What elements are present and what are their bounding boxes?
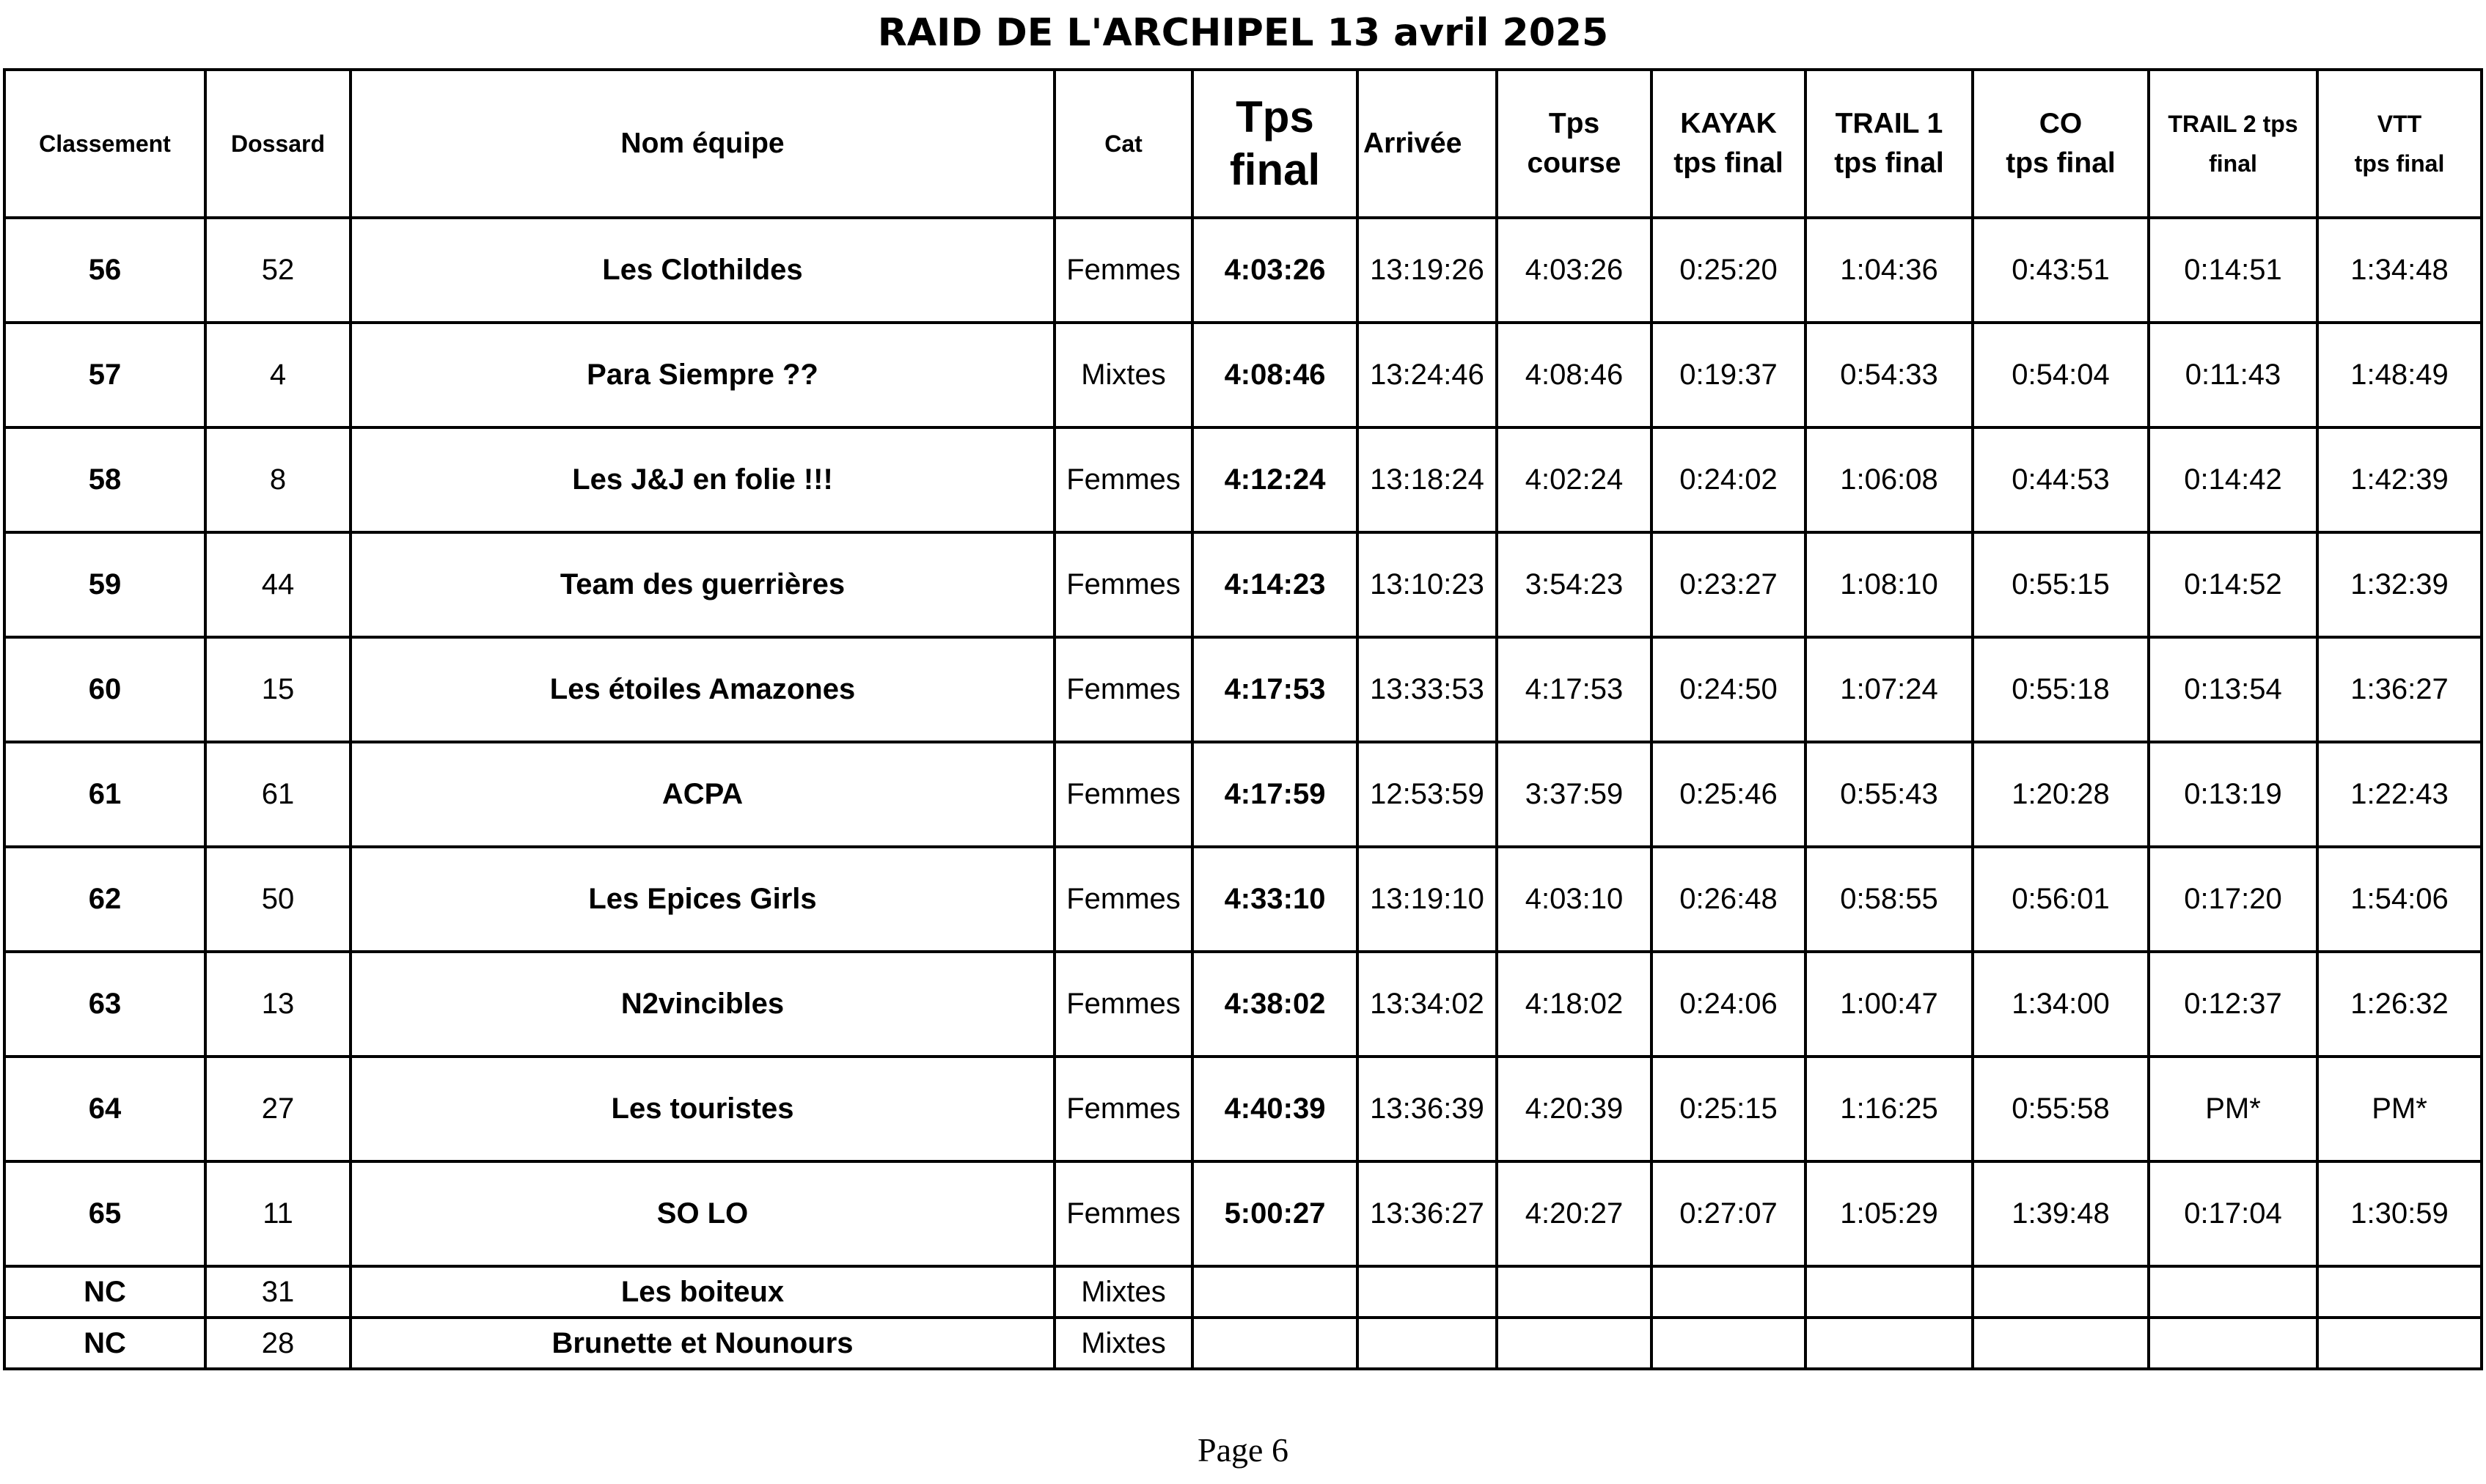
cell-bib: 11 — [205, 1161, 351, 1266]
cell-kayak: 0:25:20 — [1651, 218, 1805, 323]
cell-rank: 59 — [4, 532, 205, 637]
cell-co: 0:56:01 — [1973, 847, 2149, 952]
cell-kayak: 0:24:02 — [1651, 427, 1805, 532]
cell-rank: 56 — [4, 218, 205, 323]
cell-bib: 52 — [205, 218, 351, 323]
cell-kayak — [1651, 1318, 1805, 1369]
header-co — [1973, 70, 2149, 218]
cell-vtt: 1:26:32 — [2317, 952, 2482, 1057]
header-row — [4, 70, 2482, 218]
cell-rank: 57 — [4, 323, 205, 427]
cell-final-time: 4:12:24 — [1192, 427, 1357, 532]
cell-team: Les Epices Girls — [351, 847, 1055, 952]
page-number: Page 6 — [1198, 1431, 1288, 1469]
cell-vtt: 1:42:39 — [2317, 427, 2482, 532]
cell-trail1: 0:55:43 — [1805, 742, 1973, 847]
cell-co: 0:55:15 — [1973, 532, 2149, 637]
cell-final-time: 4:08:46 — [1192, 323, 1357, 427]
cell-final-time: 4:40:39 — [1192, 1057, 1357, 1161]
cell-co: 1:20:28 — [1973, 742, 2149, 847]
cell-rank: 60 — [4, 637, 205, 742]
cell-arrival: 13:10:23 — [1357, 532, 1497, 637]
table-row — [4, 1266, 2482, 1318]
cell-trail2: PM* — [2149, 1057, 2317, 1161]
cell-bib: 61 — [205, 742, 351, 847]
cell-trail1: 0:54:33 — [1805, 323, 1973, 427]
cell-trail2 — [2149, 1266, 2317, 1318]
header-kayak-line1: KAYAK — [1680, 108, 1777, 139]
cell-kayak: 0:19:37 — [1651, 323, 1805, 427]
cell-cat: Femmes — [1055, 637, 1192, 742]
cell-team: Les Clothildes — [351, 218, 1055, 323]
cell-trail1: 1:16:25 — [1805, 1057, 1973, 1161]
cell-arrival: 13:19:10 — [1357, 847, 1497, 952]
cell-rank: 62 — [4, 847, 205, 952]
cell-team: Les J&J en folie !!! — [351, 427, 1055, 532]
cell-rank: 61 — [4, 742, 205, 847]
cell-course-time: 3:54:23 — [1497, 532, 1651, 637]
cell-final-time: 4:33:10 — [1192, 847, 1357, 952]
cell-arrival: 13:18:24 — [1357, 427, 1497, 532]
cell-trail1 — [1805, 1318, 1973, 1369]
cell-arrival: 13:36:27 — [1357, 1161, 1497, 1266]
header-cat: Cat — [1055, 70, 1192, 218]
cell-vtt: 1:22:43 — [2317, 742, 2482, 847]
cell-kayak: 0:25:15 — [1651, 1057, 1805, 1161]
header-classement: Classement — [4, 70, 205, 218]
header-trail2 — [2149, 70, 2317, 218]
table-row — [4, 952, 2482, 1057]
cell-trail2: 0:14:42 — [2149, 427, 2317, 532]
cell-rank: 58 — [4, 427, 205, 532]
cell-vtt: 1:36:27 — [2317, 637, 2482, 742]
cell-vtt: 1:54:06 — [2317, 847, 2482, 952]
table-row — [4, 1318, 2482, 1369]
cell-final-time: 4:14:23 — [1192, 532, 1357, 637]
table-row — [4, 1057, 2482, 1161]
table-row — [4, 847, 2482, 952]
header-tps-final-line1: Tps — [1236, 92, 1314, 142]
cell-cat: Femmes — [1055, 427, 1192, 532]
cell-course-time: 4:20:27 — [1497, 1161, 1651, 1266]
cell-course-time: 4:08:46 — [1497, 323, 1651, 427]
cell-arrival: 13:34:02 — [1357, 952, 1497, 1057]
cell-final-time: 4:03:26 — [1192, 218, 1357, 323]
cell-kayak: 0:25:46 — [1651, 742, 1805, 847]
cell-team: SO LO — [351, 1161, 1055, 1266]
cell-final-time: 5:00:27 — [1192, 1161, 1357, 1266]
cell-trail1 — [1805, 1266, 1973, 1318]
header-tps-course-line1: Tps — [1548, 108, 1600, 139]
cell-vtt: PM* — [2317, 1057, 2482, 1161]
cell-trail1: 1:00:47 — [1805, 952, 1973, 1057]
cell-team: Les touristes — [351, 1057, 1055, 1161]
cell-trail1: 1:07:24 — [1805, 637, 1973, 742]
table-row — [4, 323, 2482, 427]
page-title: RAID DE L'ARCHIPEL 13 avril 2025 — [877, 11, 1609, 55]
cell-arrival — [1357, 1318, 1497, 1369]
header-trail1-line2: tps final — [1834, 147, 1944, 179]
table-row — [4, 637, 2482, 742]
cell-course-time: 4:03:10 — [1497, 847, 1651, 952]
cell-co: 1:39:48 — [1973, 1161, 2149, 1266]
cell-co: 0:54:04 — [1973, 323, 2149, 427]
cell-trail2: 0:17:04 — [2149, 1161, 2317, 1266]
cell-vtt: 1:34:48 — [2317, 218, 2482, 323]
cell-final-time: 4:17:53 — [1192, 637, 1357, 742]
cell-co: 0:44:53 — [1973, 427, 2149, 532]
cell-course-time: 3:37:59 — [1497, 742, 1651, 847]
cell-team: ACPA — [351, 742, 1055, 847]
cell-rank: NC — [4, 1318, 205, 1369]
header-co-line1: CO — [2039, 108, 2083, 139]
header-kayak-line2: tps final — [1673, 147, 1783, 179]
cell-cat: Femmes — [1055, 1161, 1192, 1266]
header-trail2-line2: final — [2209, 150, 2257, 177]
cell-rank: 64 — [4, 1057, 205, 1161]
cell-bib: 44 — [205, 532, 351, 637]
cell-trail1: 1:04:36 — [1805, 218, 1973, 323]
cell-cat: Femmes — [1055, 742, 1192, 847]
cell-team: Team des guerrières — [351, 532, 1055, 637]
cell-arrival: 13:19:26 — [1357, 218, 1497, 323]
cell-bib: 27 — [205, 1057, 351, 1161]
cell-team: Les boiteux — [351, 1266, 1055, 1318]
cell-cat: Mixtes — [1055, 1318, 1192, 1369]
cell-cat: Femmes — [1055, 1057, 1192, 1161]
cell-rank: 63 — [4, 952, 205, 1057]
cell-vtt: 1:30:59 — [2317, 1161, 2482, 1266]
header-kayak — [1651, 70, 1805, 218]
header-arrivee: Arrivée — [1357, 70, 1497, 218]
cell-cat: Mixtes — [1055, 1266, 1192, 1318]
header-trail2-line1: TRAIL 2 tps — [2168, 111, 2298, 137]
cell-co: 0:55:58 — [1973, 1057, 2149, 1161]
cell-kayak: 0:23:27 — [1651, 532, 1805, 637]
cell-trail2: 0:14:52 — [2149, 532, 2317, 637]
cell-team: Les étoiles Amazones — [351, 637, 1055, 742]
header-tps-final — [1192, 70, 1357, 218]
cell-trail2: 0:14:51 — [2149, 218, 2317, 323]
cell-bib: 15 — [205, 637, 351, 742]
cell-trail2: 0:17:20 — [2149, 847, 2317, 952]
cell-kayak: 0:24:50 — [1651, 637, 1805, 742]
cell-final-time: 4:38:02 — [1192, 952, 1357, 1057]
cell-kayak: 0:27:07 — [1651, 1161, 1805, 1266]
cell-final-time: 4:17:59 — [1192, 742, 1357, 847]
cell-course-time: 4:02:24 — [1497, 427, 1651, 532]
cell-trail2 — [2149, 1318, 2317, 1369]
cell-team: Para Siempre ?? — [351, 323, 1055, 427]
cell-course-time — [1497, 1318, 1651, 1369]
cell-arrival: 13:33:53 — [1357, 637, 1497, 742]
header-co-line2: tps final — [2006, 147, 2116, 179]
table-row — [4, 532, 2482, 637]
cell-arrival — [1357, 1266, 1497, 1318]
cell-arrival: 13:24:46 — [1357, 323, 1497, 427]
cell-course-time — [1497, 1266, 1651, 1318]
cell-team: N2vincibles — [351, 952, 1055, 1057]
cell-co: 0:55:18 — [1973, 637, 2149, 742]
cell-arrival: 12:53:59 — [1357, 742, 1497, 847]
cell-course-time: 4:20:39 — [1497, 1057, 1651, 1161]
cell-final-time — [1192, 1318, 1357, 1369]
cell-vtt: 1:32:39 — [2317, 532, 2482, 637]
cell-trail1: 0:58:55 — [1805, 847, 1973, 952]
header-tps-course — [1497, 70, 1651, 218]
cell-course-time: 4:03:26 — [1497, 218, 1651, 323]
header-tps-course-line2: course — [1527, 147, 1621, 179]
cell-course-time: 4:18:02 — [1497, 952, 1651, 1057]
cell-final-time — [1192, 1266, 1357, 1318]
cell-co — [1973, 1318, 2149, 1369]
cell-course-time: 4:17:53 — [1497, 637, 1651, 742]
header-tps-final-line2: final — [1229, 145, 1321, 194]
table-row — [4, 218, 2482, 323]
header-dossard: Dossard — [205, 70, 351, 218]
cell-vtt: 1:48:49 — [2317, 323, 2482, 427]
cell-bib: 50 — [205, 847, 351, 952]
cell-trail1: 1:08:10 — [1805, 532, 1973, 637]
header-trail1-line1: TRAIL 1 — [1835, 108, 1943, 139]
cell-trail2: 0:13:19 — [2149, 742, 2317, 847]
cell-trail2: 0:11:43 — [2149, 323, 2317, 427]
cell-trail2: 0:13:54 — [2149, 637, 2317, 742]
cell-trail2: 0:12:37 — [2149, 952, 2317, 1057]
header-vtt-line1: VTT — [2377, 111, 2422, 137]
cell-cat: Femmes — [1055, 952, 1192, 1057]
cell-vtt — [2317, 1266, 2482, 1318]
cell-trail1: 1:05:29 — [1805, 1161, 1973, 1266]
cell-rank: NC — [4, 1266, 205, 1318]
cell-arrival: 13:36:39 — [1357, 1057, 1497, 1161]
header-nom-equipe: Nom équipe — [351, 70, 1055, 218]
cell-kayak — [1651, 1266, 1805, 1318]
cell-bib: 31 — [205, 1266, 351, 1318]
cell-bib: 13 — [205, 952, 351, 1057]
cell-cat: Mixtes — [1055, 323, 1192, 427]
cell-bib: 28 — [205, 1318, 351, 1369]
cell-team: Brunette et Nounours — [351, 1318, 1055, 1369]
header-vtt-line2: tps final — [2354, 150, 2445, 177]
header-vtt — [2317, 70, 2482, 218]
cell-cat: Femmes — [1055, 532, 1192, 637]
header-trail1 — [1805, 70, 1973, 218]
cell-kayak: 0:24:06 — [1651, 952, 1805, 1057]
cell-cat: Femmes — [1055, 847, 1192, 952]
results-table — [3, 68, 2483, 1370]
table-row — [4, 427, 2482, 532]
table-row — [4, 742, 2482, 847]
cell-cat: Femmes — [1055, 218, 1192, 323]
cell-bib: 4 — [205, 323, 351, 427]
cell-kayak: 0:26:48 — [1651, 847, 1805, 952]
cell-trail1: 1:06:08 — [1805, 427, 1973, 532]
cell-co — [1973, 1266, 2149, 1318]
table-row — [4, 1161, 2482, 1266]
cell-vtt — [2317, 1318, 2482, 1369]
cell-rank: 65 — [4, 1161, 205, 1266]
cell-co: 0:43:51 — [1973, 218, 2149, 323]
cell-bib: 8 — [205, 427, 351, 532]
cell-co: 1:34:00 — [1973, 952, 2149, 1057]
